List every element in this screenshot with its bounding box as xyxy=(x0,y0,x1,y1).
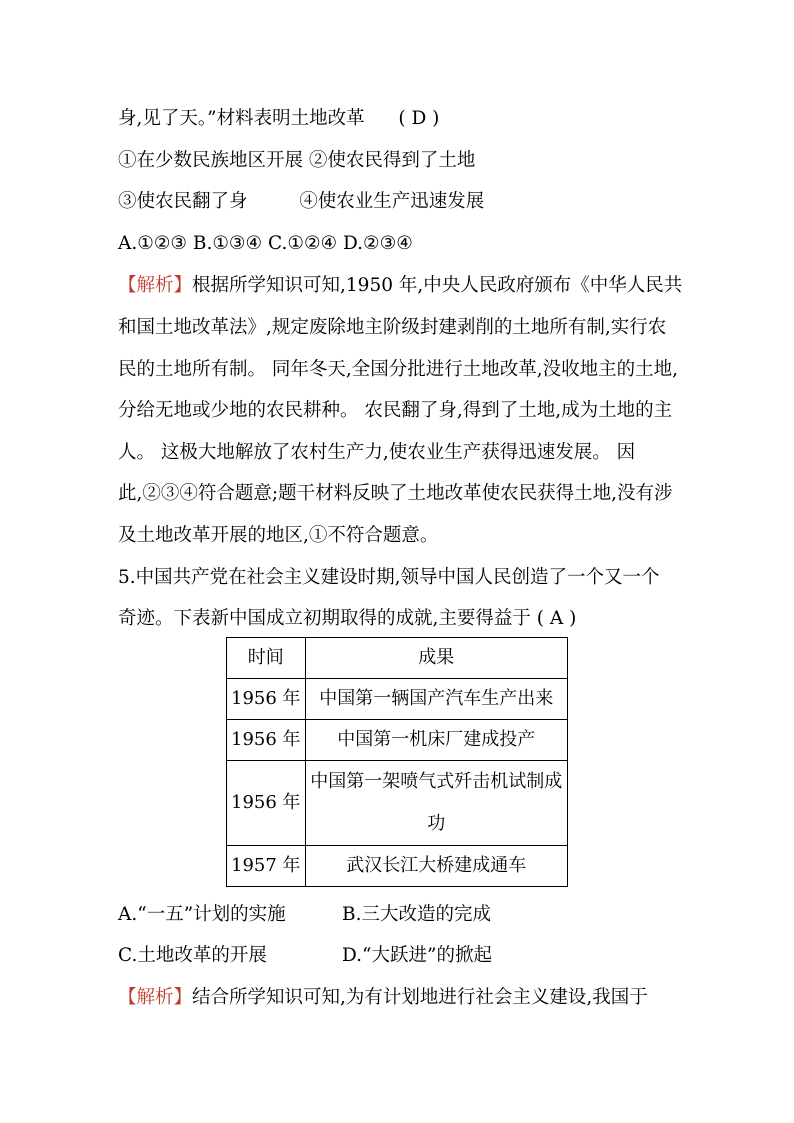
table-cell-achievement: 中国第一架喷气式歼击机试制成功 xyxy=(305,761,567,846)
answer-bracket: ( D ) xyxy=(398,108,440,129)
analysis-text: 根据所学知识可知,1950 年,中央人民政府颁布《中华人民共 xyxy=(192,275,683,296)
question-5-line-1 xyxy=(118,565,660,591)
table-cell-achievement: 武汉长江大桥建成通车 xyxy=(305,846,567,887)
table-header-row xyxy=(227,638,568,679)
analysis-line-1 xyxy=(118,273,682,299)
analysis-text: 及土地改革开展的地区,①不符合题意。 xyxy=(118,525,439,546)
table-row xyxy=(227,761,568,846)
option-b: B.三大改造的完成 xyxy=(342,904,491,925)
options-row-1 xyxy=(118,902,491,928)
stem-text: 身,见了天。”材料表明土地改革 xyxy=(118,108,365,129)
analysis-text: 此,②③④符合题意;题干材料反映了土地改革使农民获得土地,没有涉 xyxy=(118,483,673,504)
option-text: ①在少数民族地区开展 ②使农民得到了土地 xyxy=(118,150,476,171)
table-cell-year: 1956 年 xyxy=(227,679,306,720)
table-cell-year: 1956 年 xyxy=(227,761,306,846)
analysis-line-7 xyxy=(118,523,438,549)
option-a: A.“一五”计划的实施 xyxy=(118,904,286,925)
table-row xyxy=(227,720,568,761)
options-row-2 xyxy=(118,943,492,969)
analysis-text: 分给无地或少地的农民耕种。 农民翻了身,得到了土地,成为土地的主 xyxy=(118,400,673,421)
analysis-text: 人。 这极大地解放了农村生产力,使农业生产获得迅速发展。 因 xyxy=(118,442,636,463)
analysis-text: 和国土地改革法》,规定废除地主阶级封建剥削的土地所有制,实行农 xyxy=(118,317,667,338)
table-header-cell: 成果 xyxy=(305,638,567,679)
answer-bracket: ( A ) xyxy=(536,608,577,629)
analysis-tag: 【解析】 xyxy=(118,987,193,1008)
analysis-line-3 xyxy=(118,357,678,383)
table-cell-year: 1957 年 xyxy=(227,846,306,887)
question-text: 奇迹。下表新中国成立初期取得的成就,主要得益于 xyxy=(118,608,531,629)
achievements-table xyxy=(226,637,568,887)
analysis-line-5 xyxy=(118,440,635,466)
analysis-line-4 xyxy=(118,398,672,424)
analysis-line-6 xyxy=(118,481,673,507)
analysis-5-line-1 xyxy=(118,985,648,1011)
table-cell-achievement: 中国第一辆国产汽车生产出来 xyxy=(305,679,567,720)
question-5-line-2 xyxy=(118,606,576,632)
analysis-tag: 【解析】 xyxy=(118,275,193,296)
table-row xyxy=(227,846,568,887)
analysis-text: 民的土地所有制。 同年冬天,全国分批进行土地改革,没收地主的土地, xyxy=(118,359,679,380)
option-d: D.“大跃进”的掀起 xyxy=(342,945,492,966)
analysis-text: 结合所学知识可知,为有计划地进行社会主义建设,我国于 xyxy=(192,987,648,1008)
analysis-line-2 xyxy=(118,315,666,341)
choices-text: A.①②③ B.①③④ C.①②④ D.②③④ xyxy=(118,233,413,254)
table-cell-year: 1956 年 xyxy=(227,720,306,761)
question-4-stem-end xyxy=(118,106,439,132)
options-line-1 xyxy=(118,148,475,174)
table-row xyxy=(227,679,568,720)
option-text: ③使农民翻了身 xyxy=(118,191,248,212)
options-line-2 xyxy=(118,189,484,215)
table-cell-achievement: 中国第一机床厂建成投产 xyxy=(305,720,567,761)
table-header-cell: 时间 xyxy=(227,638,306,679)
choices-line xyxy=(118,231,413,257)
question-text: 5.中国共产党在社会主义建设时期,领导中国人民创造了一个又一个 xyxy=(118,567,660,588)
option-c: C.土地改革的开展 xyxy=(118,945,267,966)
option-text: ④使农业生产迅速发展 xyxy=(299,191,485,212)
